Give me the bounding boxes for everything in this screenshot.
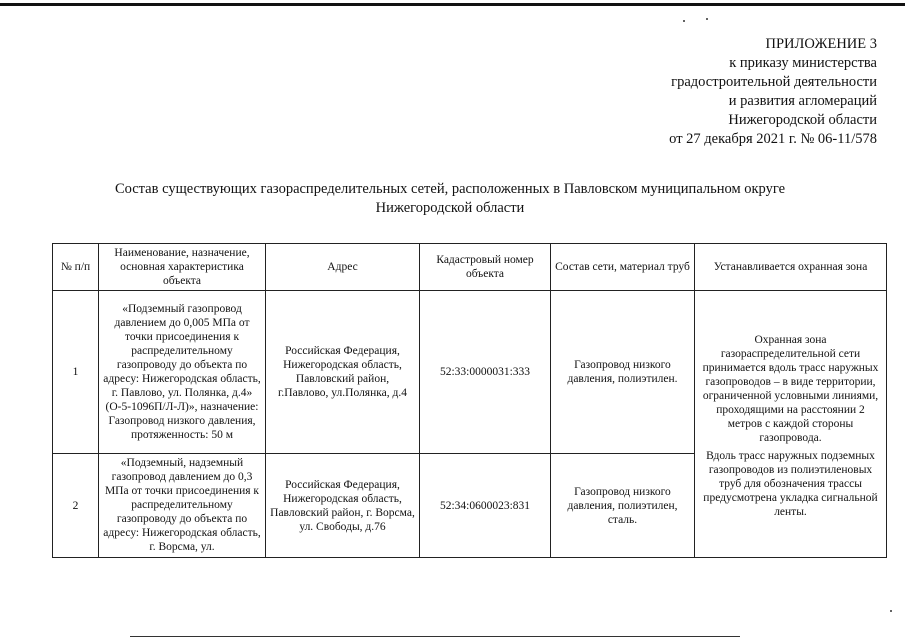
zone-text: Охранная зона газораспределительной сети принимается вдоль трасс наружных газопроводов – в виде территории, ограниченной условными линиями, проходящими на расстоянии 2 метров с каждой стороны газопровода. [702, 334, 879, 444]
document-title-line: Нижегородской области [375, 200, 525, 216]
appendix-line: к приказу министерства [729, 55, 877, 71]
cell-num: 2 [53, 454, 99, 558]
appendix-line: ПРИЛОЖЕНИЕ 3 [765, 36, 877, 52]
cell-composition: Газопровод низкого давления, полиэтилен. [551, 291, 695, 454]
scan-bottom-line [130, 636, 740, 637]
document-title [90, 180, 810, 218]
gas-network-table [52, 243, 887, 558]
cell-address: Российская Федерация, Нижегородская область, Павловский район, г. Ворсма, ул. Свободы, д.76 [266, 454, 420, 558]
appendix-line: градостроительной деятельности [671, 74, 877, 90]
header-address: Адрес [266, 244, 420, 291]
appendix-header [557, 35, 877, 149]
appendix-line: и развития агломераций [728, 93, 877, 109]
cell-name-wrap [99, 454, 266, 558]
header-name: Наименование, назначение, основная характеристика объекта [99, 244, 266, 291]
zone-text: Вдоль трасс наружных подземных газопроводов из полиэтиленовых труб для обозначения трассы предусмотрена укладка сигнальной ленты. [703, 450, 878, 518]
cell-cadastral: 52:34:0600023:831 [420, 454, 551, 558]
scan-speck [890, 610, 892, 612]
cell-num: 1 [53, 291, 99, 454]
scan-top-border [0, 3, 905, 6]
cell-cadastral: 52:33:0000031:333 [420, 291, 551, 454]
table-header-row [53, 244, 887, 291]
header-cadastral: Кадастровый номер объекта [420, 244, 551, 291]
cell-address: Российская Федерация, Нижегородская область, Павловский район, г.Павлово, ул.Полянка, д.4 [266, 291, 420, 454]
cell-name: «Подземный, надземный газопровод давлением до 0,3 МПа от точки присоединения к распределительному газопроводу до объекта по адресу: Нижегородская область, г. Ворсма, ул. [103, 457, 261, 553]
table-row [53, 291, 887, 454]
scan-speck [683, 20, 685, 22]
header-zone: Устанавливается охранная зона [695, 244, 887, 291]
scan-speck [706, 18, 708, 20]
appendix-line: Нижегородской области [728, 112, 877, 128]
appendix-line: от 27 декабря 2021 г. № 06-11/578 [669, 131, 877, 147]
header-composition: Состав сети, материал труб [551, 244, 695, 291]
header-num: № п/п [53, 244, 99, 291]
document-title-line: Состав существующих газораспределительных сетей, расположенных в Павловском муниципальном округе [114, 181, 786, 197]
cell-protection-zone [695, 291, 887, 558]
cell-name: «Подземный газопровод давлением до 0,005 МПа от точки присоединения к распределительному газопроводу до объекта по адресу: Нижегородская область, г. Павлово, ул. Полянка, д.4» (О-5-1096П/Л-Л)», назначение: Газопровод низкого давления, протяженность: 50 м [99, 291, 266, 454]
cell-composition: Газопровод низкого давления, полиэтилен, сталь. [551, 454, 695, 558]
